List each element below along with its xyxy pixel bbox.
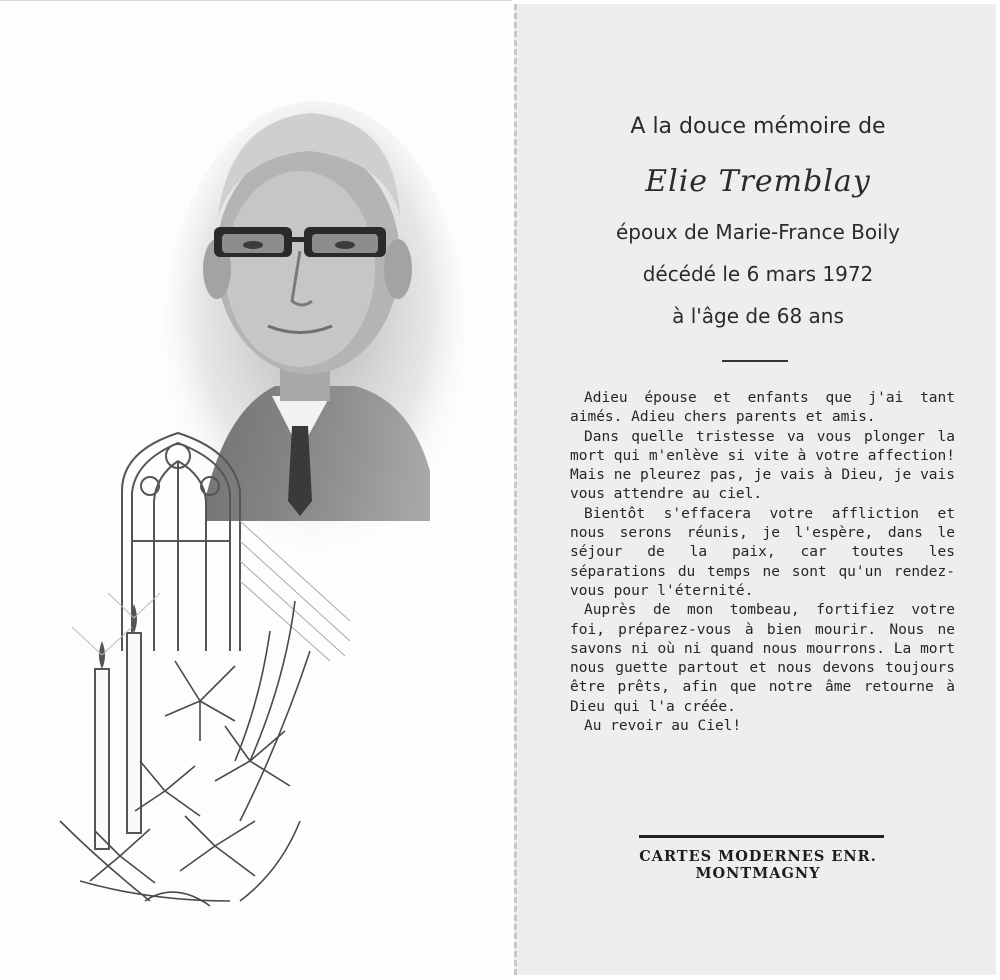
paragraph: Dans quelle tristesse va vous plonger la mort qui m'enlève si vite à votre affection! Mais ne pleurez pas, je vais à Dieu, je vais vous attendre au ciel. (570, 428, 955, 503)
divider (722, 360, 788, 362)
memorial-heading: A la douce mémoire de (630, 114, 886, 139)
paragraph: Au revoir au Ciel! (584, 718, 742, 735)
spouse-line: époux de Marie-France Boily (615, 220, 901, 244)
paragraph: Bientôt s'effacera votre affliction et nous serons réunis, je l'espère, dans le séjour de la paix, car toutes les séparations du temps ne sont qu'un rendez-vous pour l'éternité. (570, 505, 955, 599)
farewell-text (570, 389, 955, 736)
memorial-card-text (514, 4, 996, 975)
age-line: à l'âge de 68 ans (672, 304, 844, 328)
divider (639, 835, 884, 838)
printer-name: CARTES MODERNES ENR. (639, 848, 877, 865)
deceased-name: Elie Tremblay (645, 164, 871, 199)
paragraph: Auprès de mon tombeau, fortifiez votre foi, préparez-vous à bien mourir. Nous ne savons ni où ni quand nous mourrons. La mort nous guette partout et nous devons toujours être prêts, afin que notre âme retourne à Dieu qui l'a créée. (570, 602, 955, 715)
printer-city: MONTMAGNY (695, 865, 821, 882)
paragraph: Adieu épouse et enfants que j'ai tant aimés. Adieu chers parents et amis. (570, 390, 955, 426)
death-date-line: décédé le 6 mars 1972 (642, 262, 874, 286)
lily-flower-icon (0, 1, 512, 980)
